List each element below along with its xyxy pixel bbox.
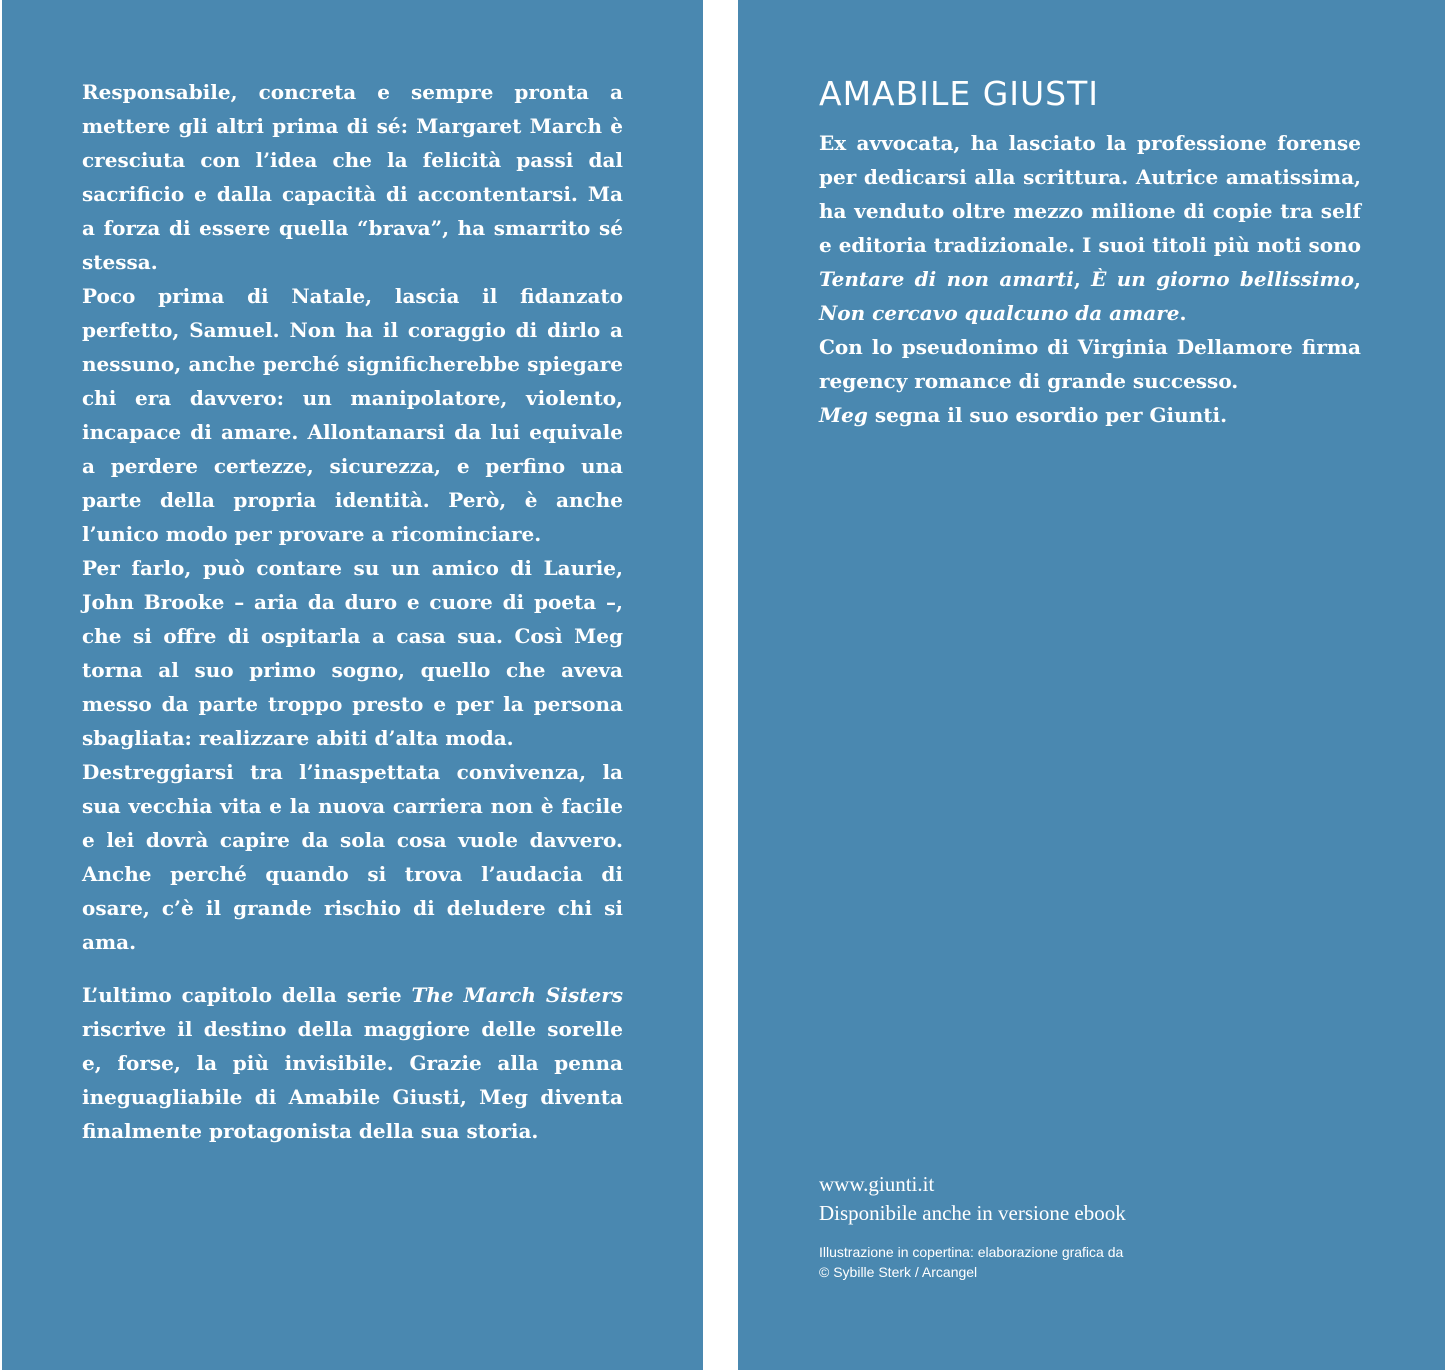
- author-bio: [819, 126, 1361, 432]
- author-flap-panel: [738, 0, 1445, 1370]
- website-link: www.giunti.it: [819, 1172, 935, 1196]
- cover-credit-line: © Sybille Sterk / Arcangel: [819, 1264, 978, 1280]
- closing-paragraph: L’ultimo capitolo della serie The March Sisters riscrive il destino della maggiore delle sorelle e, forse, la più invisibile. Grazie alla penna ineguagliabile di Amabile Giusti, Meg diventa finalmente protagonista della sua storia.: [82, 983, 623, 1143]
- blurb-text: [82, 75, 623, 1148]
- blurb-paragraph: Destreggiarsi tra l’inaspettata convivenza, la sua vecchia vita e la nuova carriera non è facile e lei dovrà capire da sola cosa vuole davvero. Anche perché quando si trova l’audacia di osare, c’è il grande rischio di deludere chi si ama.: [82, 760, 623, 954]
- cover-credit-line: Illustrazione in copertina: elaborazione grafica da: [819, 1244, 1124, 1260]
- author-name: AMABILE GIUSTI: [819, 74, 1100, 113]
- blurb-paragraph: Poco prima di Natale, lascia il fidanzato perfetto, Samuel. Non ha il coraggio di dirlo a nessuno, anche perché significherebbe spiegare chi era davvero: un manipolatore, violento, incapace di amare. Allontanarsi da lui equivale a perdere certezze, sicurezza, e perfino una parte della propria identità. Però, è anche l’unico modo per provare a ricominciare.: [82, 284, 623, 546]
- blurb-paragraph: Responsabile, concreta e sempre pronta a mettere gli altri prima di sé: Margaret March è cresciuta con l’idea che la felicità passi dal sacrificio e dalla capacità di accontentarsi. Ma a forza di essere quella “brava”, ha smarrito sé stessa.: [82, 80, 623, 274]
- series-title: The March Sisters: [411, 983, 623, 1007]
- bio-paragraph: Ex avvocata, ha lasciato la professione forense per dedicarsi alla scrittura. Autrice amatissima, ha venduto oltre mezzo milione di copie tra self e editoria tradizionale. I suoi titoli più noti sono Tentare di non amarti, È un giorno bellissimo, Non cercavo qualcuno da amare.: [819, 131, 1361, 325]
- book-title: Tentare di non amarti: [819, 267, 1074, 291]
- ebook-note: Disponibile anche in versione ebook: [819, 1201, 1126, 1225]
- bio-paragraph: Meg segna il suo esordio per Giunti.: [819, 403, 1228, 427]
- bio-paragraph: Con lo pseudonimo di Virginia Dellamore firma regency romance di grande successo.: [819, 335, 1361, 393]
- book-title: È un giorno bellissimo: [1091, 267, 1355, 291]
- back-cover-panel: [2, 0, 703, 1370]
- flap-footer: [819, 1170, 1379, 1282]
- blurb-paragraph: Per farlo, può contare su un amico di Laurie, John Brooke – aria da duro e cuore di poeta –, che si offre di ospitarla a casa sua. Così Meg torna al suo primo sogno, quello che aveva messo da parte troppo presto e per la persona sbagliata: realizzare abiti d’alta moda.: [82, 556, 623, 750]
- book-title: Meg: [819, 403, 868, 427]
- book-title: Non cercavo qualcuno da amare: [819, 301, 1180, 325]
